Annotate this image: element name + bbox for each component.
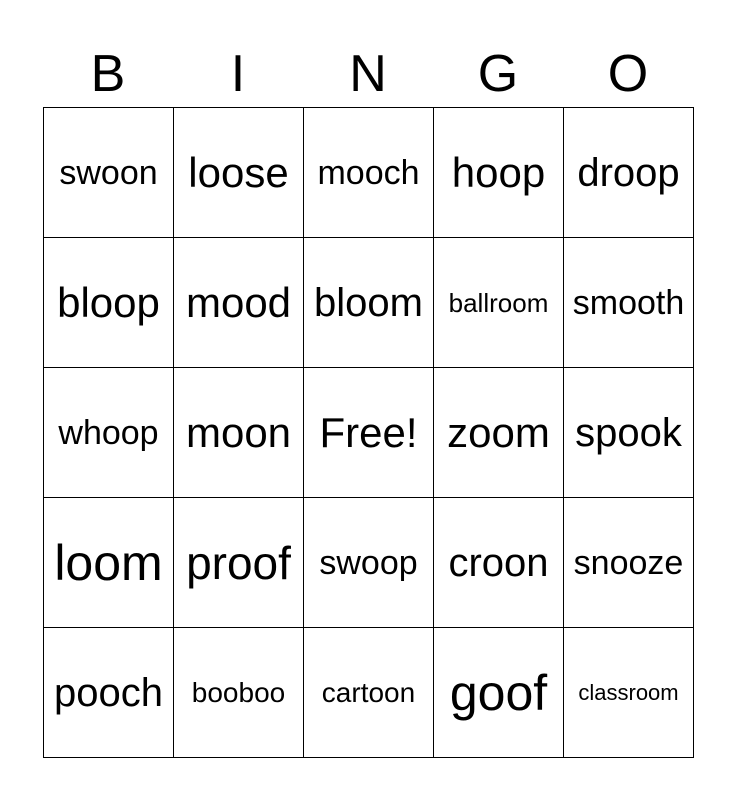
- bingo-board: [43, 107, 694, 758]
- header-letter-n: N: [349, 45, 387, 103]
- bingo-cell[interactable]: classroom: [564, 628, 694, 758]
- bingo-cell[interactable]: mooch: [304, 108, 434, 238]
- bingo-cell[interactable]: booboo: [174, 628, 304, 758]
- bingo-cell[interactable]: spook: [564, 368, 694, 498]
- bingo-cell[interactable]: bloom: [304, 238, 434, 368]
- bingo-cell[interactable]: swoon: [44, 108, 174, 238]
- header-letter-i: I: [230, 45, 246, 103]
- header-letter-o: O: [607, 45, 649, 103]
- bingo-cell[interactable]: loom: [44, 498, 174, 628]
- header-letter-g: G: [477, 45, 519, 103]
- free-space-cell[interactable]: Free!: [304, 368, 434, 498]
- bingo-cell[interactable]: moon: [174, 368, 304, 498]
- bingo-cell[interactable]: smooth: [564, 238, 694, 368]
- bingo-cell[interactable]: mood: [174, 238, 304, 368]
- bingo-cell[interactable]: whoop: [44, 368, 174, 498]
- bingo-cell[interactable]: ballroom: [434, 238, 564, 368]
- bingo-cell[interactable]: goof: [434, 628, 564, 758]
- bingo-cell[interactable]: cartoon: [304, 628, 434, 758]
- bingo-cell[interactable]: loose: [174, 108, 304, 238]
- bingo-cell[interactable]: swoop: [304, 498, 434, 628]
- header-letter-b: B: [90, 45, 126, 103]
- bingo-cell[interactable]: droop: [564, 108, 694, 238]
- bingo-cell[interactable]: hoop: [434, 108, 564, 238]
- bingo-cell[interactable]: pooch: [44, 628, 174, 758]
- bingo-cell[interactable]: croon: [434, 498, 564, 628]
- bingo-cell[interactable]: snooze: [564, 498, 694, 628]
- bingo-cell[interactable]: zoom: [434, 368, 564, 498]
- bingo-cell[interactable]: proof: [174, 498, 304, 628]
- bingo-header: [43, 40, 693, 108]
- bingo-cell[interactable]: bloop: [44, 238, 174, 368]
